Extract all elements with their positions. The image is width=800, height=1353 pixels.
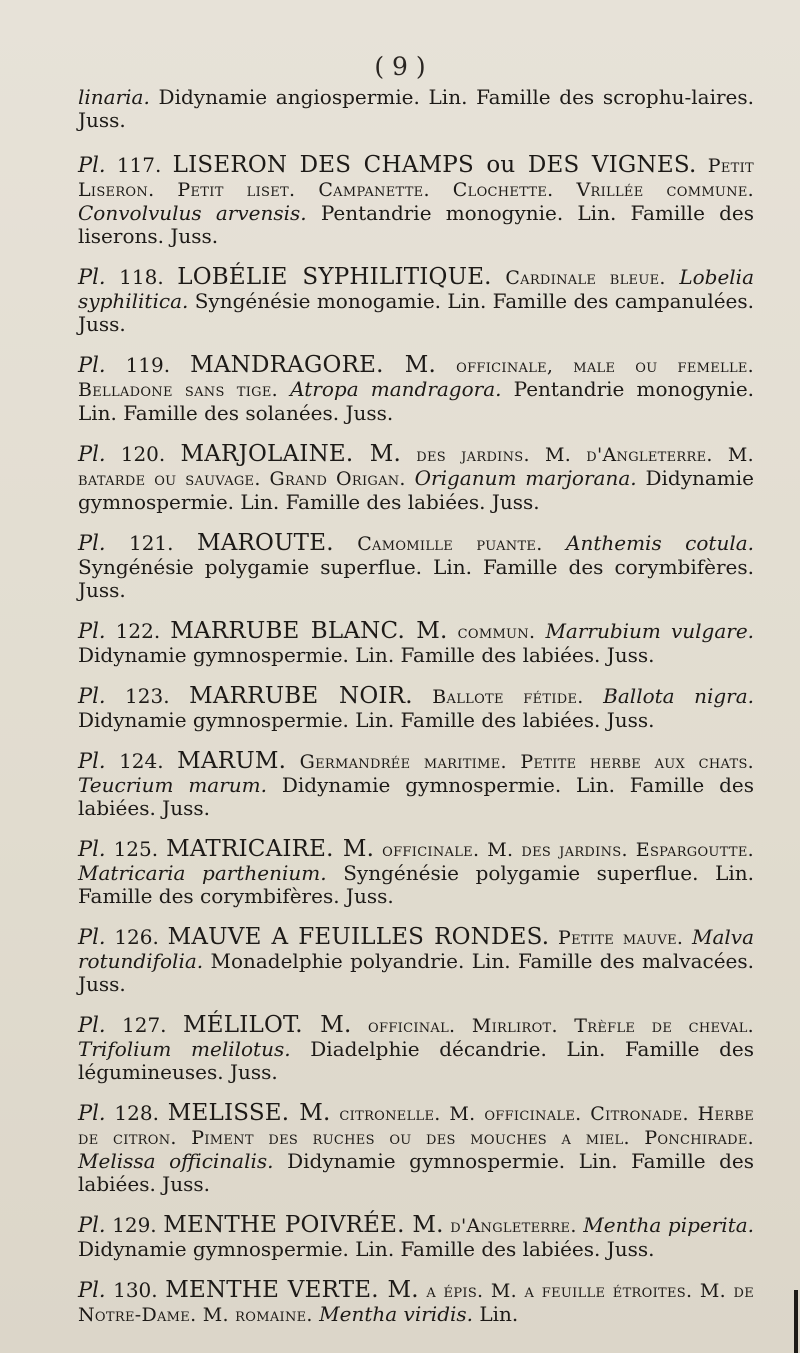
plant-entry xyxy=(78,443,754,514)
synonyms: Ballote fétide. xyxy=(432,686,584,708)
plant-entry xyxy=(78,154,754,248)
plate-label: Pl. xyxy=(78,531,106,555)
plant-entry xyxy=(78,1214,754,1261)
classification: Pentandrie monogynie. Lin. Famille des solanées. Juss. xyxy=(78,377,755,425)
classification: Didynamie angiospermie. Lin. Famille des scrophu-laires. Juss. xyxy=(78,85,754,132)
classification: Didynamie gymnospermie. Lin. Famille des labiées. Juss. xyxy=(78,643,655,667)
plant-entry xyxy=(78,1279,754,1327)
plant-name: MATRICAIRE. M. xyxy=(166,836,375,862)
classification: Diadelphie décandrie. Lin. Famille des légumineuses. Juss. xyxy=(78,1037,755,1084)
latin-name: Ballota nigra. xyxy=(603,684,755,708)
plant-name: MARUM. xyxy=(177,748,287,774)
plate-label: Pl. xyxy=(78,265,106,289)
plate-label: Pl. xyxy=(78,925,106,949)
classification: Syngénésie monogamie. Lin. Famille des campanulées. Juss. xyxy=(78,289,755,336)
plant-name: MÉLILOT. M. xyxy=(183,1012,352,1038)
plant-name: MENTHE POIVRÉE. M. xyxy=(163,1212,444,1238)
plate-label: Pl. xyxy=(78,837,106,861)
synonyms: Camomille puante. xyxy=(357,533,543,555)
plate-number: 122. xyxy=(115,619,161,643)
synonyms: Germandrée maritime. Petite herbe aux chats. xyxy=(299,751,755,773)
synonyms: Petit Liseron. Petit liset. Campanette. Clochette. Vrillée commune. xyxy=(78,155,755,201)
plate-number: 130. xyxy=(113,1278,158,1302)
latin-name: Atropa mandragora. xyxy=(290,377,502,401)
plate-number: 123. xyxy=(125,684,170,708)
plate-number: 127. xyxy=(122,1013,167,1037)
classification: Didynamie gymnospermie. Lin. Famille des labiées. Juss. xyxy=(78,1237,655,1261)
latin-name: Convolvulus arvensis. xyxy=(78,201,307,225)
latin-name: linaria. xyxy=(78,85,150,109)
latin-name: Origanum marjorana. xyxy=(414,466,637,490)
plant-entry xyxy=(78,685,754,732)
plant-name: MENTHE VERTE. M. xyxy=(165,1277,419,1303)
latin-name: Teucrium marum. xyxy=(78,773,267,797)
latin-name: Mentha piperita. xyxy=(583,1213,755,1237)
plate-number: 120. xyxy=(120,442,166,466)
plant-entry xyxy=(78,1102,754,1196)
plant-name: LOBÉLIE SYPHILITIQUE. xyxy=(177,264,492,290)
synonyms: d'Angleterre. xyxy=(450,1215,577,1237)
plant-name: MARRUBE NOIR. xyxy=(189,683,413,709)
classification: Syngénésie polygamie superflue. Lin. Famille des corymbifères. Juss. xyxy=(78,861,754,908)
plant-entry xyxy=(78,926,754,996)
plate-number: 128. xyxy=(114,1101,159,1125)
latin-name: Trifolium melilotus. xyxy=(78,1037,291,1061)
page-body xyxy=(78,86,754,1345)
plant-entry xyxy=(78,620,754,667)
plant-name: MAROUTE. xyxy=(196,530,334,556)
classification: Didynamie gymnospermie. Lin. Famille des labiées. Juss. xyxy=(78,708,655,732)
plate-number: 117. xyxy=(116,153,162,177)
page-number: ( 9 ) xyxy=(374,52,426,81)
plant-name: MARRUBE BLANC. M. xyxy=(170,618,448,644)
synonyms: officinal. Mirlirot. Trèfle de cheval. xyxy=(368,1015,755,1037)
plant-entries xyxy=(78,154,754,1327)
latin-name: Malva rotundifolia. xyxy=(78,925,755,973)
synonyms: citronelle. M. officinale. Citronade. Herbe de citron. Piment des ruches ou des mouches a miel. Ponchirade. xyxy=(78,1103,755,1149)
plant-entry xyxy=(78,750,754,820)
plant-name: MANDRAGORE. M. xyxy=(190,352,437,378)
synonyms: commun. xyxy=(457,621,536,643)
classification: Didynamie gymnospermie. Lin. Famille des labiées. Juss. xyxy=(78,773,754,820)
synonyms: Cardinale bleue. xyxy=(505,267,666,289)
latin-name: Lobelia syphilitica. xyxy=(78,265,755,313)
plate-number: 129. xyxy=(112,1213,157,1237)
classification: Didynamie gymnospermie. Lin. Famille des labiées. Juss. xyxy=(78,466,754,514)
synonyms: des jardins. M. d'Angleterre. M. batarde ou sauvage. Grand Origan. xyxy=(78,444,754,490)
latin-name: Matricaria parthenium. xyxy=(78,861,327,885)
classification: Syngénésie polygamie superflue. Lin. Famille des corymbifères. Juss. xyxy=(78,555,754,602)
plant-name: LISERON DES CHAMPS ou DES VIGNES. xyxy=(172,152,697,178)
plate-label: Pl. xyxy=(78,1101,106,1125)
plate-label: Pl. xyxy=(78,1213,106,1237)
latin-name: Marrubium vulgare. xyxy=(545,619,755,643)
continuation-paragraph xyxy=(78,86,754,132)
plant-entry xyxy=(78,1014,754,1084)
synonyms: officinale, male ou femelle. Belladone sans tige. xyxy=(78,355,755,401)
plant-entry xyxy=(78,838,754,908)
synonyms: Petite mauve. xyxy=(558,927,684,949)
plant-name: MAUVE A FEUILLES RONDES. xyxy=(167,924,550,950)
classification: Didynamie gymnospermie. Lin. Famille des labiées. Juss. xyxy=(78,1149,755,1196)
plate-label: Pl. xyxy=(78,1278,106,1302)
plate-label: Pl. xyxy=(78,619,106,643)
plant-name: MELISSE. M. xyxy=(167,1100,331,1126)
plate-label: Pl. xyxy=(78,684,106,708)
plate-label: Pl. xyxy=(78,1013,106,1037)
latin-name: Anthemis cotula. xyxy=(566,531,755,555)
plant-entry xyxy=(78,354,754,425)
synonyms: officinale. M. des jardins. Espargoutte. xyxy=(382,839,755,861)
plate-number: 125. xyxy=(113,837,159,861)
plant-entry xyxy=(78,532,754,602)
classification: Pentandrie monogynie. Lin. Famille des liserons. Juss. xyxy=(78,201,754,248)
classification: Monadelphie polyandrie. Lin. Famille des malvacées. Juss. xyxy=(78,949,754,996)
page-edge-mark xyxy=(794,1290,798,1353)
plate-label: Pl. xyxy=(78,353,106,377)
latin-name: Mentha viridis. xyxy=(319,1302,474,1326)
plate-number: 118. xyxy=(119,265,164,289)
plate-label: Pl. xyxy=(78,442,106,466)
plate-number: 119. xyxy=(125,353,171,377)
plate-label: Pl. xyxy=(78,153,106,177)
plate-label: Pl. xyxy=(78,749,106,773)
plant-name: MARJOLAINE. M. xyxy=(180,441,402,467)
synonyms: a épis. M. a feuille étroites. M. de Notre-Dame. M. romaine. xyxy=(78,1280,755,1326)
plant-entry xyxy=(78,266,754,336)
latin-name: Melissa officinalis. xyxy=(78,1149,274,1173)
plate-number: 126. xyxy=(114,925,159,949)
plate-number: 121. xyxy=(128,531,174,555)
classification: Lin. xyxy=(479,1302,519,1326)
plate-number: 124. xyxy=(119,749,164,773)
